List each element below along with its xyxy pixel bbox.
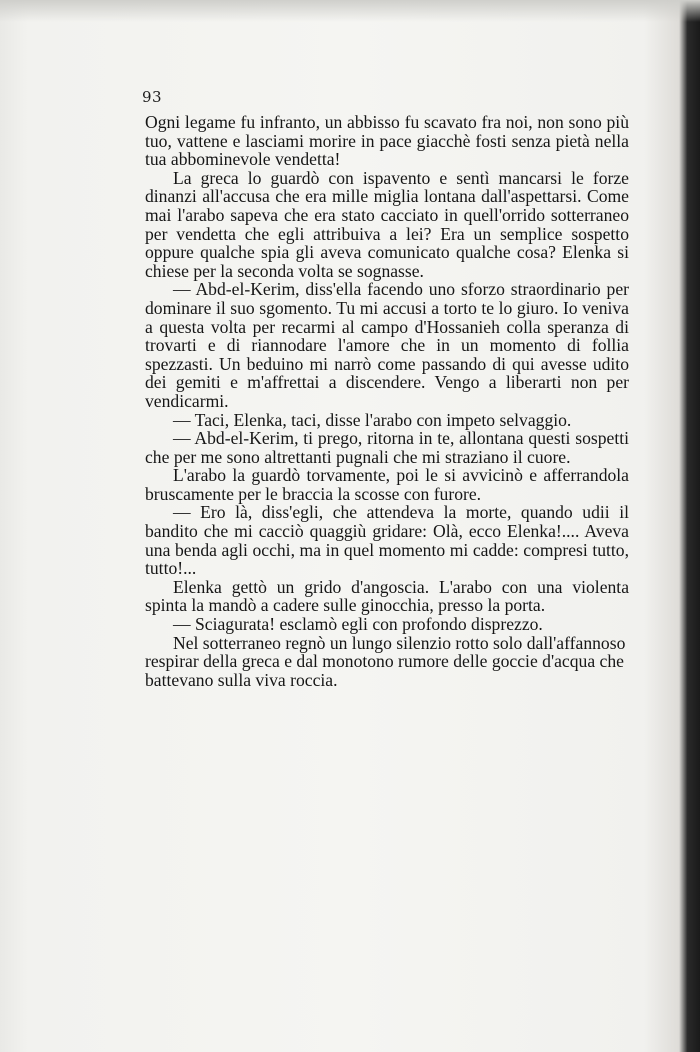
paragraph-9: — Sciagurata! esclamò egli con profondo disprezzo.: [173, 614, 543, 635]
paragraph-10: Nel sotterraneo regnò un lungo silenzio rotto solo dall'affannoso respirar della greca e dal monotono rumore delle goccie d'acqua che battevano sulla viva roccia.: [145, 632, 626, 690]
paragraph-1: Ogni legame fu infranto, un abbisso fu scavato fra noi, non sono più tuo, vattene e lasciami morire in pace giacchè fosti senza pietà nella tua abbominevole vendetta!: [145, 112, 629, 170]
paragraph-3: — Abd-el-Kerim, diss'ella facendo uno sforzo straordinario per dominare il suo sgomento. Tu mi accusi a torto te lo giuro. Io veniva a questa volta per recarmi al campo d'Hossanieh colla speranza di trovarti e di riannodare l'amore che in un momento di follia spezzasti. Un beduino mi narrò come passando di qui avesse udito dei gemiti e m'affrettai a discendere. Vengo a liberarti non per vendicarmi.: [145, 279, 629, 411]
page-text: [145, 113, 629, 689]
paragraph-7: — Ero là, diss'egli, che attendeva la morte, quando udii il bandito che mi cacciò quaggiù gridare: Olà, ecco Elenka!.... Aveva una benda agli occhi, ma in quel momento mi cadde: compresi tutto, tutto!...: [145, 502, 629, 579]
paragraph-8: Elenka gettò un grido d'angoscia. L'arabo con una violenta spinta la mandò a cadere sulle ginocchia, presso la porta.: [145, 576, 629, 616]
paragraph-6: L'arabo la guardò torvamente, poi le si avvicinò e afferrandola bruscamente per le braccia la scosse con furore.: [145, 465, 629, 504]
paragraph-4: — Taci, Elenka, taci, disse l'arabo con impeto selvaggio.: [173, 409, 572, 430]
page-number: 93: [142, 88, 163, 106]
paragraph-2: La greca lo guardò con ispavento e sentì mancarsi le forze dinanzi all'accusa che era mille miglia lontana dall'aspettarsi. Come mai l'arabo sapeva che era stato cacciato in quell'orrido sotterraneo per vendetta che egli attribuiva a lei? Era un semplice sospetto oppure qualche spia gli aveva comunicato qualche cosa? Elenka si chiese per la seconda volta se sognasse.: [145, 167, 629, 281]
page-edge-shadow: [0, 0, 700, 22]
paragraph-5: — Abd-el-Kerim, ti prego, ritorna in te, allontana questi sospetti che per me sono altrettanti pugnali che mi straziano il cuore.: [145, 428, 629, 467]
